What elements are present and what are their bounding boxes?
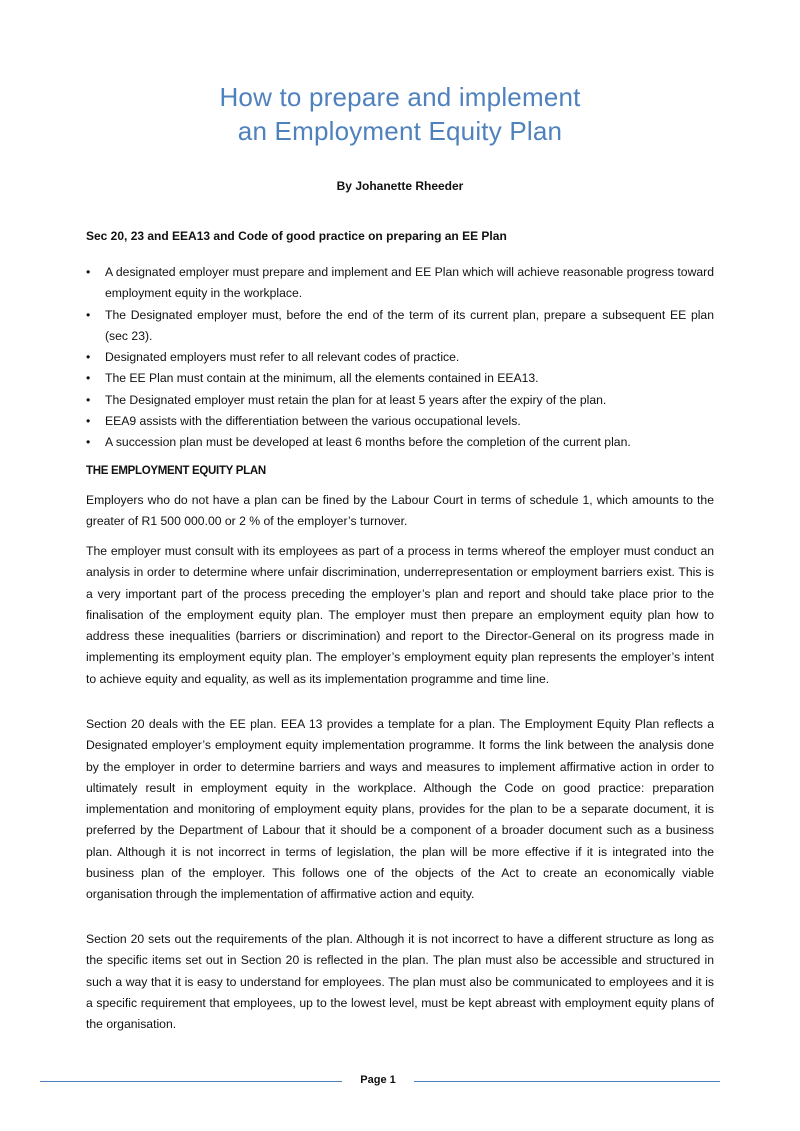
employment-equity-plan-heading: THE EMPLOYMENT EQUITY PLAN [86,465,266,477]
paragraph-section-20: Section 20 deals with the EE plan. EEA 13 provides a template for a plan. The Employment Equity Plan reflects a Designated employer’s employment equity implementation programme. It forms the link between the analysis done by the employer in order to determine barriers and ways and measures to implement affirmative action in order to ultimately result in employment equity in the workplace. Although the Code on good practice: preparation implementation and monitoring of employment equity plans, provides for the plan to be a separate document, it is preferred by the Department of Labour that it should be a component of a broader document such as a business plan. Although it is not incorrect in terms of legislation, the plan will be more effective if it is integrated into the business plan of the employer. This follows one of the objects of the Act to create an economically viable organisation through the implementation of affirmative action and equity. [86,717,714,902]
bullet-item: • The Designated employer must retain the plan for at least 5 years after the expiry of the plan. [86,390,714,411]
footer-rule-right [414,1081,720,1082]
bullet-item: • Designated employers must refer to all relevant codes of practice. [86,347,714,368]
bullet-item: • EEA9 assists with the differentiation between the various occupational levels. [86,411,714,432]
bullet-item: • The Designated employer must, before the end of the term of its current plan, prepare a subsequent EE plan (sec 23). [86,305,714,348]
section-heading: Sec 20, 23 and EEA13 and Code of good practice on preparing an EE Plan [86,229,507,243]
title-line-2: an Employment Equity Plan [237,116,563,146]
page-number: Page 1 [360,1074,396,1086]
paragraph-requirements: Section 20 sets out the requirements of the plan. Although it is not incorrect to have a different structure as long as the specific items set out in Section 20 is reflected in the plan. The plan must also be accessible and structured in such a way that it is easy to understand for employees. The plan must also be communicated to employees and it is a specific requirement that employees, up to the lowest level, must be kept abreast with employment equity plans of the organisation. [86,932,714,1032]
title-line-1: How to prepare and implement [219,82,581,112]
footer-rule-left [40,1081,342,1082]
requirements-bullet-list [86,262,714,454]
bullet-item: • A succession plan must be developed at least 6 months before the completion of the current plan. [86,432,714,453]
paragraph-fines: Employers who do not have a plan can be fined by the Labour Court in terms of schedule 1, which amounts to the greater of R1 500 000.00 or 2 % of the employer’s turnover. [86,493,714,529]
document-title [0,80,800,148]
paragraph-consultation: The employer must consult with its employees as part of a process in terms whereof the employer must conduct an analysis in order to determine where unfair discrimination, underrepresentation or employment barriers exist. This is a very important part of the process preceding the employer’s plan and report and should take place prior to the finalisation of the employment equity plan. The employer must then prepare an employment equity plan how to address these inequalities (barriers or discrimination) and report to the Director-General on its progress made in implementing its employment equity plan. The employer’s employment equity plan represents the employer’s intent to achieve equity and equality, as well as its implementation programme and time line. [86,544,714,686]
author-byline: By Johanette Rheeder [336,179,464,193]
bullet-item: • The EE Plan must contain at the minimum, all the elements contained in EEA13. [86,368,714,389]
bullet-item: • A designated employer must prepare and implement and EE Plan which will achieve reasonable progress toward employment equity in the workplace. [86,262,714,305]
